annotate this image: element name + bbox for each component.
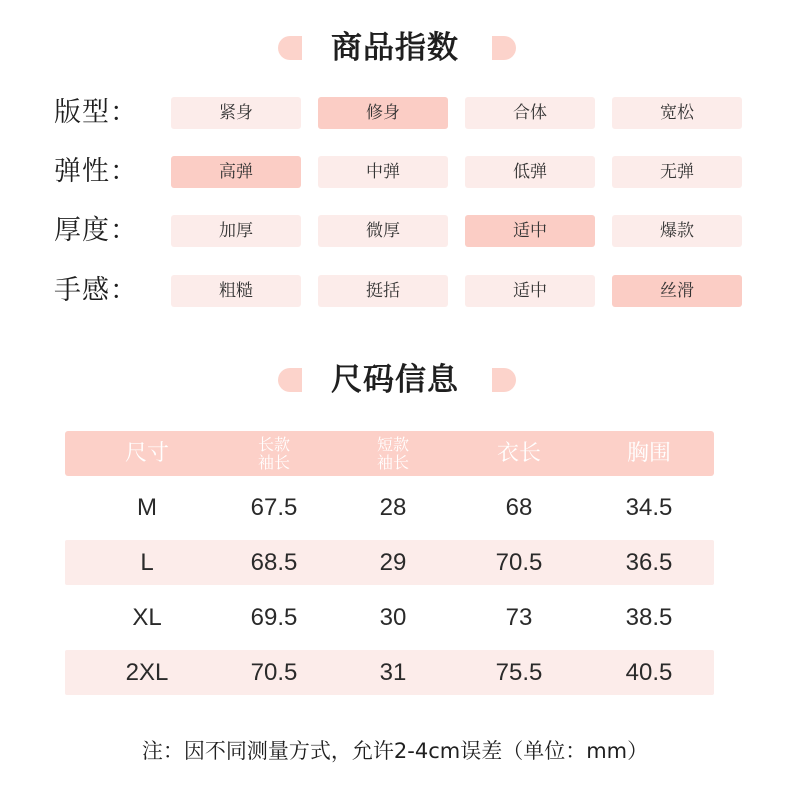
measurement-footnote: 注：因不同测量方式，允许2-4cm误差（单位：mm） — [141, 739, 649, 763]
attribute-row-elasticity — [0, 155, 790, 189]
option-chip-selected: 丝滑 — [612, 275, 742, 307]
size-cell: M — [137, 494, 157, 521]
header-chest — [585, 431, 713, 476]
attribute-label: 版型： — [54, 97, 138, 128]
table-row — [65, 595, 714, 640]
length-cell: 75.5 — [495, 659, 543, 686]
option-chip-selected: 适中 — [465, 215, 595, 247]
table-row — [65, 485, 714, 530]
size-cell: L — [140, 549, 154, 576]
size-table-header — [65, 431, 714, 476]
length-cell: 70.5 — [495, 549, 543, 576]
attribute-label: 厚度： — [54, 215, 138, 246]
size-table — [65, 431, 714, 686]
option-chip: 加厚 — [171, 215, 301, 247]
option-chip: 粗糙 — [171, 275, 301, 307]
index-section-title: 商品指数 — [331, 30, 459, 66]
header-long-sleeve-line1: 长款 — [257, 434, 290, 454]
option-chip: 无弹 — [612, 156, 742, 188]
option-chip: 挺括 — [318, 275, 448, 307]
header-short-sleeve — [329, 431, 457, 476]
option-chip: 爆款 — [612, 215, 742, 247]
option-chip: 紧身 — [171, 97, 301, 129]
chest-cell: 38.5 — [625, 604, 673, 631]
chest-cell: 40.5 — [625, 659, 673, 686]
option-chip-selected: 高弹 — [171, 156, 301, 188]
long-sleeve-cell: 68.5 — [250, 549, 298, 576]
attribute-row-texture — [0, 274, 790, 308]
option-chip-selected: 修身 — [318, 97, 448, 129]
header-short-sleeve-line2: 袖长 — [376, 452, 409, 472]
option-chip: 中弹 — [318, 156, 448, 188]
table-row — [65, 540, 714, 585]
option-chip: 合体 — [465, 97, 595, 129]
attribute-label: 弹性： — [54, 156, 138, 187]
long-sleeve-cell: 69.5 — [250, 604, 298, 631]
length-cell: 73 — [505, 604, 533, 631]
index-section-heading — [0, 28, 790, 68]
attribute-row-thickness — [0, 214, 790, 248]
option-chip: 适中 — [465, 275, 595, 307]
short-sleeve-cell: 31 — [379, 659, 407, 686]
short-sleeve-cell: 28 — [379, 494, 407, 521]
size-cell: 2XL — [125, 659, 169, 686]
header-short-sleeve-line1: 短款 — [376, 434, 409, 454]
length-cell: 68 — [505, 494, 533, 521]
header-size — [65, 431, 229, 476]
header-chest-label: 胸围 — [626, 440, 671, 466]
long-sleeve-cell: 70.5 — [250, 659, 298, 686]
attribute-row-fit — [0, 96, 790, 130]
chest-cell: 36.5 — [625, 549, 673, 576]
header-length-label: 衣长 — [496, 440, 541, 466]
header-long-sleeve-line2: 袖长 — [257, 452, 290, 472]
chest-cell: 34.5 — [625, 494, 673, 521]
option-chip: 微厚 — [318, 215, 448, 247]
short-sleeve-cell: 30 — [379, 604, 407, 631]
size-section-title: 尺码信息 — [331, 362, 459, 398]
table-row — [65, 650, 714, 695]
option-chip: 宽松 — [612, 97, 742, 129]
option-chip: 低弹 — [465, 156, 595, 188]
short-sleeve-cell: 29 — [379, 549, 407, 576]
header-length — [455, 431, 583, 476]
attribute-label: 手感： — [54, 275, 138, 306]
long-sleeve-cell: 67.5 — [250, 494, 298, 521]
header-long-sleeve — [210, 431, 338, 476]
size-cell: XL — [132, 604, 162, 631]
size-section-heading — [0, 360, 790, 400]
header-size-label: 尺寸 — [124, 440, 169, 466]
